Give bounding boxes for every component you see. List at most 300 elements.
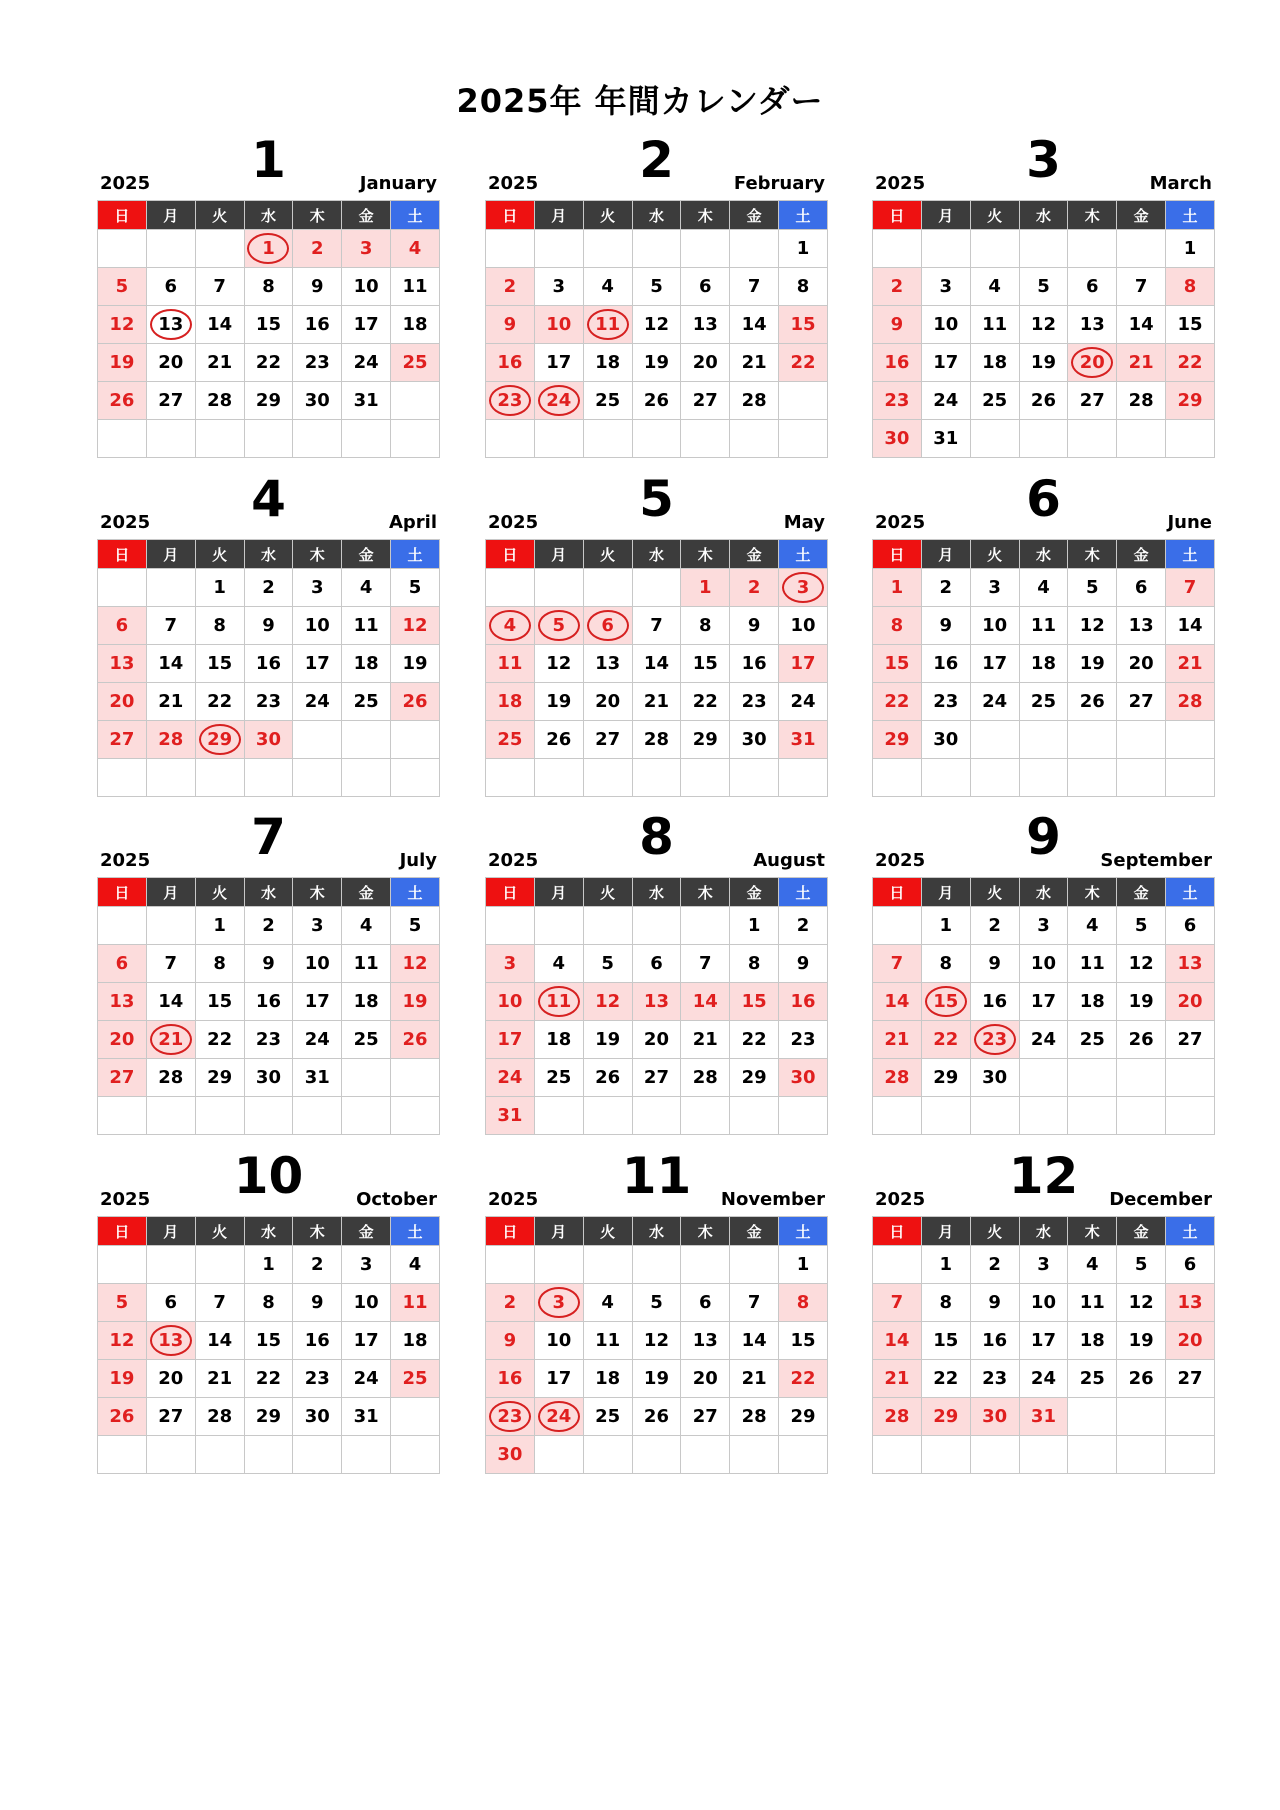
day-cell (342, 230, 391, 268)
weekday-header: 火 (970, 201, 1019, 230)
day-number: 8 (262, 1292, 275, 1313)
day-cell (1068, 645, 1117, 683)
day-cell (195, 759, 244, 797)
holiday-circled-day: 20 (1071, 347, 1113, 378)
day-number: 20 (1177, 1330, 1203, 1351)
day-number: 18 (595, 1368, 621, 1389)
day-cell (486, 268, 535, 306)
day-cell (98, 230, 147, 268)
day-cell (681, 382, 730, 420)
day-number: 25 (595, 1406, 621, 1427)
day-number: 1 (796, 238, 810, 259)
day-cell (146, 1322, 195, 1360)
day-cell (244, 230, 293, 268)
day-cell (921, 1059, 970, 1097)
day-cell (1166, 607, 1215, 645)
day-cell (970, 1360, 1019, 1398)
week-row (873, 1059, 1215, 1097)
day-cell (970, 1398, 1019, 1436)
day-cell (98, 382, 147, 420)
month-header (872, 808, 1215, 871)
day-number: 30 (741, 729, 767, 750)
day-cell (195, 983, 244, 1021)
day-cell (1068, 1021, 1117, 1059)
day-cell (1166, 683, 1215, 721)
day-number: 19 (643, 1368, 669, 1389)
weekday-header: 日 (98, 540, 147, 569)
day-number: 14 (692, 991, 718, 1012)
day-cell (146, 683, 195, 721)
week-row (873, 1021, 1215, 1059)
month-year: 2025 (100, 173, 151, 194)
day-number: 24 (353, 1368, 379, 1389)
day-cell (391, 1246, 440, 1284)
day-number: 5 (115, 276, 129, 297)
day-number: 9 (311, 276, 324, 297)
day-number: 16 (741, 653, 767, 674)
day-number: 30 (255, 1067, 281, 1088)
day-number: 20 (109, 1029, 135, 1050)
weekday-header-row (486, 201, 828, 230)
day-cell (1117, 1097, 1166, 1135)
week-row (98, 1284, 440, 1322)
day-cell (146, 306, 195, 344)
day-number: 19 (1030, 352, 1056, 373)
weekday-header: 木 (1068, 540, 1117, 569)
week-row (873, 907, 1215, 945)
week-row (98, 683, 440, 721)
day-number: 26 (643, 1406, 669, 1427)
holiday-circled-day: 23 (974, 1024, 1016, 1055)
day-cell (632, 983, 681, 1021)
month-year: 2025 (488, 173, 539, 194)
day-number: 14 (741, 314, 767, 335)
day-cell (195, 1322, 244, 1360)
day-cell (534, 759, 583, 797)
day-cell (342, 759, 391, 797)
month-header (872, 470, 1215, 533)
day-cell (873, 1284, 922, 1322)
day-cell (195, 306, 244, 344)
day-cell (486, 1360, 535, 1398)
weekday-header: 木 (1068, 201, 1117, 230)
day-number: 4 (552, 953, 566, 974)
day-cell (1166, 382, 1215, 420)
day-number: 21 (1128, 352, 1154, 373)
day-cell (632, 306, 681, 344)
day-cell (1019, 382, 1068, 420)
day-cell (1117, 420, 1166, 458)
day-cell (583, 683, 632, 721)
day-cell (779, 420, 828, 458)
day-number: 18 (546, 1029, 572, 1050)
day-cell (244, 1059, 293, 1097)
day-number: 22 (692, 691, 718, 712)
day-number: 14 (1177, 615, 1203, 636)
month-calendar-december (872, 1147, 1215, 1474)
weekday-header: 火 (195, 201, 244, 230)
weekday-header: 金 (1117, 878, 1166, 907)
day-cell (486, 759, 535, 797)
weekday-header: 月 (534, 201, 583, 230)
day-number: 31 (353, 1406, 379, 1427)
day-number: 6 (699, 1292, 712, 1313)
weekday-header-row (98, 201, 440, 230)
day-cell (1117, 607, 1166, 645)
day-cell (391, 645, 440, 683)
day-cell (1166, 569, 1215, 607)
day-cell (195, 230, 244, 268)
day-cell (730, 907, 779, 945)
weekday-header: 水 (632, 878, 681, 907)
day-cell (632, 945, 681, 983)
weekday-header: 金 (730, 878, 779, 907)
day-cell (391, 344, 440, 382)
day-number: 15 (255, 1330, 281, 1351)
day-cell (1068, 1436, 1117, 1474)
week-row (873, 1322, 1215, 1360)
day-cell (244, 645, 293, 683)
day-number: 31 (497, 1105, 523, 1126)
day-number: 6 (1086, 276, 1099, 297)
day-cell (342, 983, 391, 1021)
weekday-header: 土 (1166, 878, 1215, 907)
day-cell (779, 759, 828, 797)
day-number: 28 (1177, 691, 1203, 712)
day-number: 22 (207, 1029, 233, 1050)
day-cell (873, 1436, 922, 1474)
day-number: 4 (601, 1292, 614, 1313)
day-cell (342, 1059, 391, 1097)
day-number: 17 (982, 653, 1008, 674)
day-number: 8 (213, 953, 226, 974)
weekday-header: 金 (342, 878, 391, 907)
day-cell (534, 907, 583, 945)
weekday-header: 日 (486, 878, 535, 907)
day-cell (244, 569, 293, 607)
day-number: 19 (1079, 653, 1105, 674)
week-row (486, 645, 828, 683)
week-row (873, 344, 1215, 382)
day-cell (921, 645, 970, 683)
day-number: 18 (1079, 991, 1105, 1012)
month-header (485, 1147, 828, 1210)
day-number: 9 (311, 1292, 324, 1313)
day-cell (1068, 1360, 1117, 1398)
day-cell (1019, 420, 1068, 458)
day-number: 24 (982, 691, 1008, 712)
week-row (873, 230, 1215, 268)
day-number: 26 (643, 390, 669, 411)
day-number: 13 (643, 991, 669, 1012)
day-number: 8 (1183, 276, 1197, 297)
month-name: November (720, 1189, 825, 1210)
day-cell (583, 1360, 632, 1398)
day-number: 22 (255, 352, 281, 373)
day-cell (873, 344, 922, 382)
day-cell (1117, 907, 1166, 945)
day-number: 18 (402, 314, 428, 335)
day-number: 29 (790, 1406, 816, 1427)
month-header (872, 1147, 1215, 1210)
holiday-circled-day: 23 (489, 385, 531, 416)
day-number: 16 (304, 314, 330, 335)
day-number: 10 (353, 1292, 379, 1313)
day-cell (293, 945, 342, 983)
day-cell (583, 344, 632, 382)
day-cell (1019, 945, 1068, 983)
day-cell (534, 607, 583, 645)
day-number: 21 (1177, 653, 1203, 674)
day-number: 8 (262, 276, 275, 297)
day-cell (342, 344, 391, 382)
month-calendar-november (485, 1147, 828, 1474)
day-cell (1117, 983, 1166, 1021)
weekday-header: 土 (1166, 1217, 1215, 1246)
day-cell (534, 721, 583, 759)
day-number: 21 (692, 1029, 718, 1050)
day-cell (681, 1284, 730, 1322)
weekday-header: 木 (293, 1217, 342, 1246)
day-cell (195, 420, 244, 458)
day-cell (1019, 983, 1068, 1021)
day-cell (681, 306, 730, 344)
day-number: 8 (890, 615, 904, 636)
day-cell (632, 645, 681, 683)
day-cell (779, 1059, 828, 1097)
day-cell (293, 1021, 342, 1059)
day-cell (681, 569, 730, 607)
month-year: 2025 (488, 850, 539, 871)
day-cell (632, 721, 681, 759)
day-cell (970, 1097, 1019, 1135)
day-number: 21 (207, 1368, 233, 1389)
day-number: 16 (790, 991, 816, 1012)
weekday-header-row (873, 1217, 1215, 1246)
day-number: 8 (747, 953, 761, 974)
day-cell (1117, 230, 1166, 268)
weekday-header: 金 (730, 201, 779, 230)
day-cell (583, 1246, 632, 1284)
day-cell (244, 1246, 293, 1284)
month-number: 7 (251, 808, 286, 866)
week-row (486, 1021, 828, 1059)
day-number: 15 (741, 991, 767, 1012)
month-header (485, 808, 828, 871)
day-cell (632, 1284, 681, 1322)
day-cell (1117, 306, 1166, 344)
day-cell (195, 645, 244, 683)
day-number: 25 (353, 691, 379, 712)
day-number: 19 (402, 653, 428, 674)
day-cell (146, 1436, 195, 1474)
weekday-header-row (98, 878, 440, 907)
weekday-header: 木 (681, 1217, 730, 1246)
day-cell (779, 683, 828, 721)
day-number: 2 (747, 577, 761, 598)
day-number: 1 (1183, 238, 1197, 259)
day-number: 2 (311, 238, 324, 259)
day-number: 29 (207, 1067, 233, 1088)
day-cell (195, 1398, 244, 1436)
day-number: 16 (497, 352, 523, 373)
day-cell (730, 1246, 779, 1284)
day-number: 11 (353, 953, 379, 974)
day-cell (632, 344, 681, 382)
day-cell (779, 1246, 828, 1284)
weekday-header: 木 (293, 540, 342, 569)
week-row (486, 945, 828, 983)
day-cell (146, 1360, 195, 1398)
week-row (98, 569, 440, 607)
day-cell (1166, 1360, 1215, 1398)
day-cell (730, 420, 779, 458)
weekday-header: 土 (391, 201, 440, 230)
day-cell (921, 907, 970, 945)
day-number: 2 (988, 1254, 1001, 1275)
week-row (486, 683, 828, 721)
day-cell (779, 1284, 828, 1322)
month-calendar-july (97, 808, 440, 1135)
day-cell (681, 1398, 730, 1436)
day-cell (583, 1398, 632, 1436)
day-cell (195, 1246, 244, 1284)
day-cell (195, 1436, 244, 1474)
day-number: 30 (304, 390, 330, 411)
day-cell (779, 607, 828, 645)
day-number: 27 (692, 390, 718, 411)
day-cell (1019, 1398, 1068, 1436)
day-cell (873, 1360, 922, 1398)
day-cell (873, 721, 922, 759)
day-cell (779, 268, 828, 306)
day-number: 10 (982, 615, 1008, 636)
week-row (486, 607, 828, 645)
day-number: 27 (158, 1406, 184, 1427)
weekday-header: 火 (195, 540, 244, 569)
day-cell (1117, 569, 1166, 607)
day-cell (1166, 1322, 1215, 1360)
day-number: 25 (1079, 1029, 1105, 1050)
day-number: 17 (1030, 991, 1056, 1012)
day-number: 21 (741, 1368, 767, 1389)
day-cell (534, 1436, 583, 1474)
holiday-circled-day: 3 (782, 572, 824, 603)
day-cell (342, 1398, 391, 1436)
day-cell (244, 1360, 293, 1398)
holiday-circled-day: 6 (587, 610, 629, 641)
day-cell (293, 1097, 342, 1135)
day-number: 9 (262, 615, 275, 636)
day-cell (293, 607, 342, 645)
week-row (98, 1436, 440, 1474)
day-number: 5 (650, 276, 663, 297)
day-cell (391, 1021, 440, 1059)
day-number: 23 (741, 691, 767, 712)
holiday-circled-day: 4 (489, 610, 531, 641)
month-grid (97, 539, 440, 797)
day-cell (244, 1436, 293, 1474)
day-cell (1068, 1284, 1117, 1322)
day-number: 24 (1030, 1368, 1056, 1389)
day-cell (534, 1097, 583, 1135)
month-year: 2025 (488, 1189, 539, 1210)
day-cell (1117, 945, 1166, 983)
day-cell (970, 268, 1019, 306)
day-number: 27 (1079, 390, 1105, 411)
day-number: 28 (1128, 390, 1154, 411)
month-header (97, 470, 440, 533)
month-name: May (783, 512, 825, 533)
day-number: 19 (595, 1029, 621, 1050)
day-number: 3 (1037, 915, 1050, 936)
week-row (98, 1059, 440, 1097)
day-cell (1117, 645, 1166, 683)
day-cell (1166, 1284, 1215, 1322)
day-number: 23 (304, 1368, 330, 1389)
day-cell (632, 907, 681, 945)
day-number: 5 (1086, 577, 1099, 598)
day-cell (534, 1284, 583, 1322)
day-number: 21 (884, 1029, 910, 1050)
weekday-header: 木 (293, 878, 342, 907)
day-number: 19 (643, 352, 669, 373)
day-number: 22 (255, 1368, 281, 1389)
day-cell (342, 1284, 391, 1322)
day-cell (391, 569, 440, 607)
day-number: 10 (304, 615, 330, 636)
week-row (873, 983, 1215, 1021)
day-cell (244, 1284, 293, 1322)
month-header (97, 1147, 440, 1210)
day-cell (632, 1436, 681, 1474)
day-cell (1117, 759, 1166, 797)
day-cell (730, 1398, 779, 1436)
day-cell (1068, 382, 1117, 420)
day-cell (970, 983, 1019, 1021)
day-cell (921, 1436, 970, 1474)
day-number: 3 (552, 276, 566, 297)
day-cell (342, 907, 391, 945)
day-cell (681, 759, 730, 797)
day-cell (146, 983, 195, 1021)
day-cell (730, 344, 779, 382)
day-number: 30 (982, 1406, 1008, 1427)
month-number: 5 (639, 470, 674, 528)
day-number: 13 (109, 991, 135, 1012)
day-number: 25 (402, 352, 428, 373)
day-number: 26 (595, 1067, 621, 1088)
day-cell (970, 759, 1019, 797)
holiday-circled-day: 11 (538, 986, 580, 1017)
day-cell (1068, 1059, 1117, 1097)
day-number: 31 (933, 428, 959, 449)
day-cell (293, 983, 342, 1021)
day-cell (146, 382, 195, 420)
day-number: 11 (1030, 615, 1056, 636)
month-header (872, 131, 1215, 194)
day-number: 7 (164, 953, 178, 974)
day-number: 5 (408, 915, 422, 936)
day-cell (1166, 1398, 1215, 1436)
day-cell (779, 645, 828, 683)
week-row (486, 907, 828, 945)
day-cell (632, 268, 681, 306)
day-number: 12 (1079, 615, 1105, 636)
day-number: 1 (747, 915, 761, 936)
day-number: 26 (1128, 1368, 1154, 1389)
day-number: 24 (497, 1067, 523, 1088)
